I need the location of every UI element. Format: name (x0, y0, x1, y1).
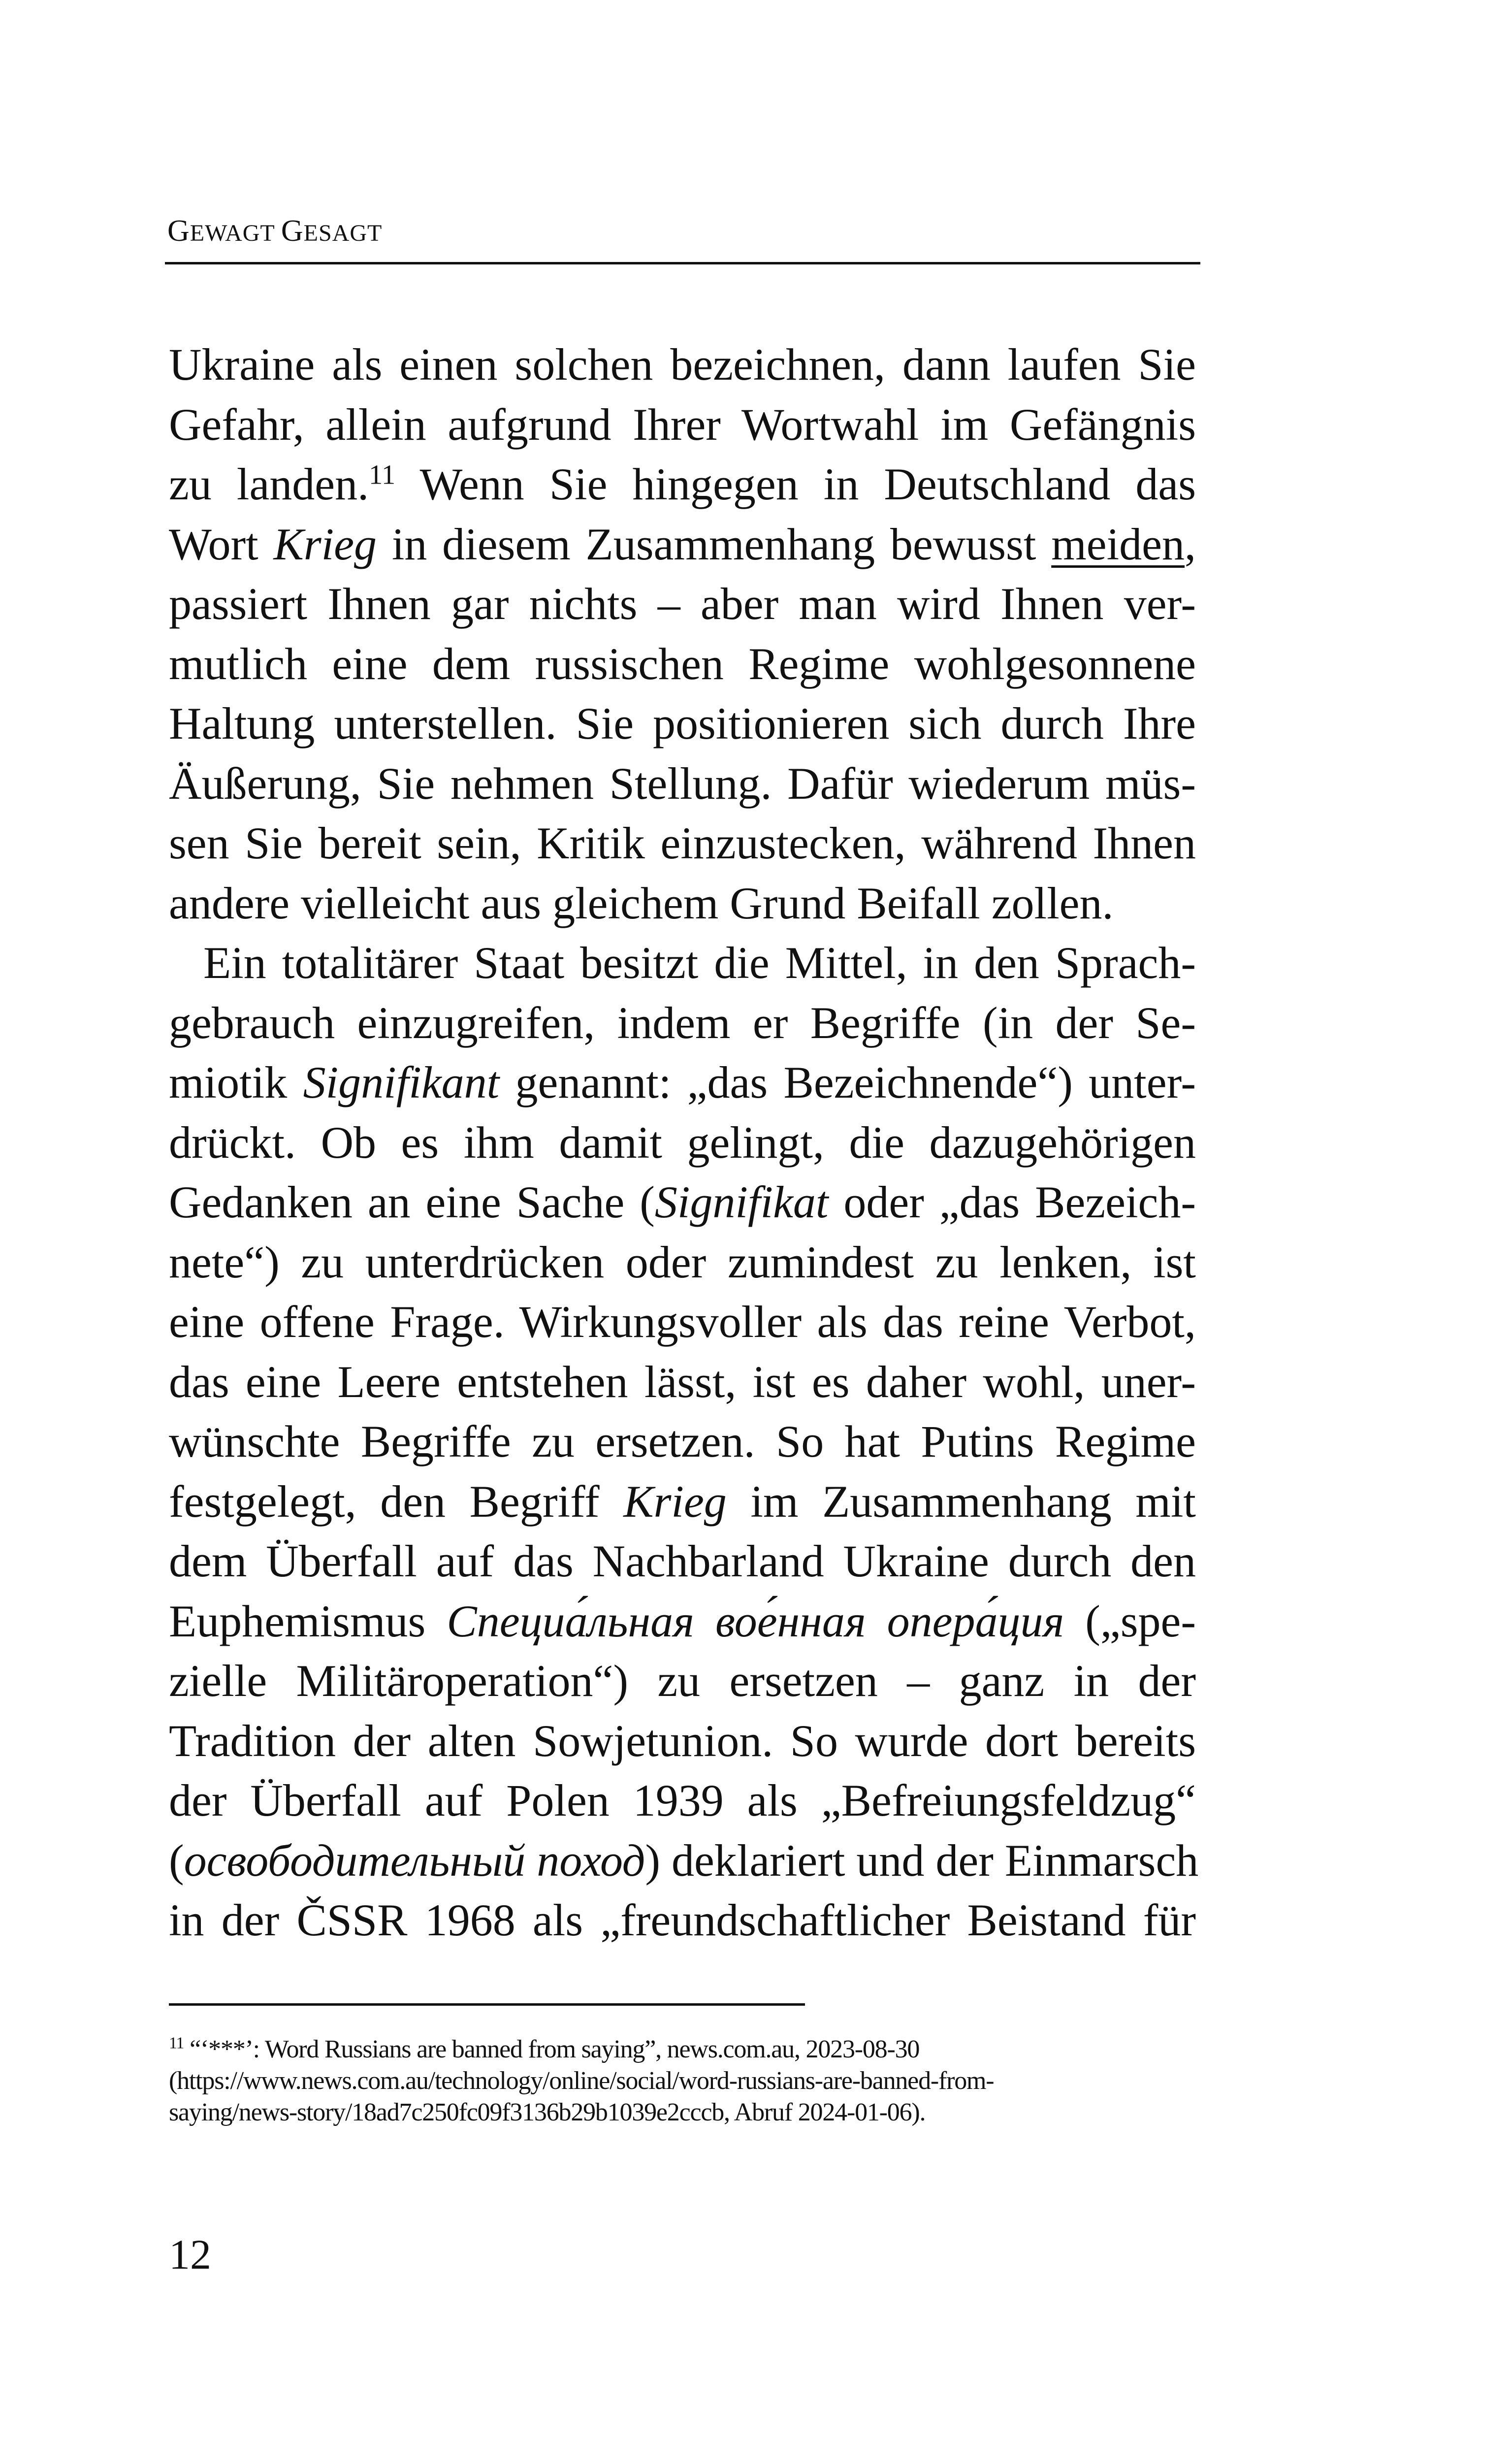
text-segment: Wort (169, 519, 274, 569)
footnote-rule (169, 2003, 805, 2006)
text-line: Äußerung, Sie nehmen Stellung. Dafür wiederum müs- (169, 758, 1196, 809)
text-segment: im Zusammenhang mit (726, 1476, 1196, 1527)
text-line: Gefahr, allein aufgrund Ihrer Wortwahl im Gefängnis (169, 399, 1196, 450)
text-segment: Euphemismus (169, 1596, 447, 1646)
text-line: in der ČSSR 1968 als „freundschaftlicher Beistand für (169, 1895, 1196, 1945)
footnote-number: 11 (169, 2034, 184, 2052)
text-segment: miotik (169, 1057, 303, 1107)
footnote-text: “‘***’: Word Russians are banned from saying”, news.com.au, 2023-08-30 (184, 2035, 920, 2063)
italic-term: Специа́льная вое́нная опера́ция (447, 1596, 1064, 1646)
italic-term: Signifikant (303, 1057, 500, 1107)
text-line: dem Überfall auf das Nachbarland Ukraine durch den (169, 1536, 1196, 1586)
text-line (169, 515, 1196, 575)
italic-term: Signifikat (654, 1177, 829, 1227)
text-line: nete“) zu unterdrücken oder zumindest zu lenken, ist (169, 1237, 1196, 1287)
italic-term: освободительный поход (184, 1835, 645, 1886)
running-head-rest-1: EWAGT (190, 220, 281, 246)
text-line: Tradition der alten Sowjetunion. So wurde dort bereits (169, 1715, 1196, 1766)
running-head-cap-1: G (167, 214, 190, 248)
text-segment: Gedanken an eine Sache ( (169, 1177, 655, 1227)
paragraph-2 (169, 933, 1199, 1951)
text-line (169, 1592, 1196, 1652)
text-line: eine offene Frage. Wirkungsvoller als das reine Verbot, (169, 1297, 1196, 1347)
text-line (169, 1173, 1196, 1233)
text-line: passiert Ihnen gar nichts – aber man wird Ihnen ver- (169, 579, 1196, 629)
italic-term: Krieg (623, 1476, 727, 1527)
footnote-url-line[interactable]: saying/news-story/18ad7c250fc09f3136b29b1039e2cccb, Abruf 2024-01-06). (169, 2098, 926, 2126)
text-line: der Überfall auf Polen 1939 als „Befreiungsfeldzug“ (169, 1775, 1196, 1825)
text-line: Haltung unterstellen. Sie positionieren sich durch Ihre (169, 698, 1196, 749)
text-segment: Wenn Sie hingegen in Deutschland das (395, 459, 1196, 509)
text-line: drückt. Ob es ihm damit gelingt, die dazugehörigen (169, 1117, 1196, 1168)
text-segment: in diesem Zusammenhang bewusst (377, 519, 1052, 569)
underlined-word: meiden (1051, 519, 1185, 569)
footnote-reference[interactable]: 11 (369, 459, 396, 490)
footnote (169, 2034, 1119, 2128)
text-line: gebrauch einzugreifen, indem er Begriffe (in der Se- (169, 997, 1196, 1048)
running-head-cap-2: G (281, 214, 304, 248)
text-segment: („spe- (1064, 1596, 1196, 1646)
text-line: mutlich eine dem russischen Regime wohlgesonnene (169, 638, 1196, 689)
text-segment: festgelegt, den Begriff (169, 1476, 624, 1527)
header-rule (165, 262, 1200, 264)
italic-term: Krieg (273, 519, 377, 569)
text-segment: oder „das Bezeich- (828, 1177, 1196, 1227)
text-line (169, 1831, 1199, 1891)
text-line: wünschte Begriffe zu ersetzen. So hat Putins Regime (169, 1416, 1196, 1466)
page-number: 12 (169, 2231, 211, 2278)
paragraph-1 (169, 335, 1196, 933)
running-head (167, 216, 382, 246)
text-line: sen Sie bereit sein, Kritik einzustecken, während Ihnen (169, 818, 1196, 868)
footnote-url-line[interactable]: (https://www.news.com.au/technology/online/social/word-russians-are-banned-from- (169, 2067, 994, 2095)
text-line: Ein totalitärer Staat besitzt die Mittel, in den Sprach- (203, 938, 1196, 988)
text-segment: genannt: „das Bezeichnende“) unter- (499, 1057, 1196, 1107)
text-line (169, 1472, 1196, 1532)
text-line: zielle Militäroperation“) zu ersetzen – ganz in der (169, 1656, 1196, 1706)
text-line: andere vielleicht aus gleichem Grund Beifall zollen. (169, 878, 1114, 928)
body-text (169, 335, 1199, 1951)
text-segment: , (1185, 519, 1196, 569)
text-line: Ukraine als einen solchen bezeichnen, dann laufen Sie (169, 339, 1196, 390)
running-head-rest-2: ESAGT (303, 220, 383, 246)
text-segment: ) deklariert und der Einmarsch (645, 1835, 1199, 1886)
text-segment: ( (169, 1835, 184, 1886)
text-segment: zu landen. (169, 459, 369, 509)
text-line (169, 1053, 1196, 1113)
text-line: das eine Leere entstehen lässt, ist es daher wohl, uner- (169, 1356, 1196, 1407)
footnote-line (169, 2034, 1119, 2065)
text-line (169, 455, 1196, 515)
